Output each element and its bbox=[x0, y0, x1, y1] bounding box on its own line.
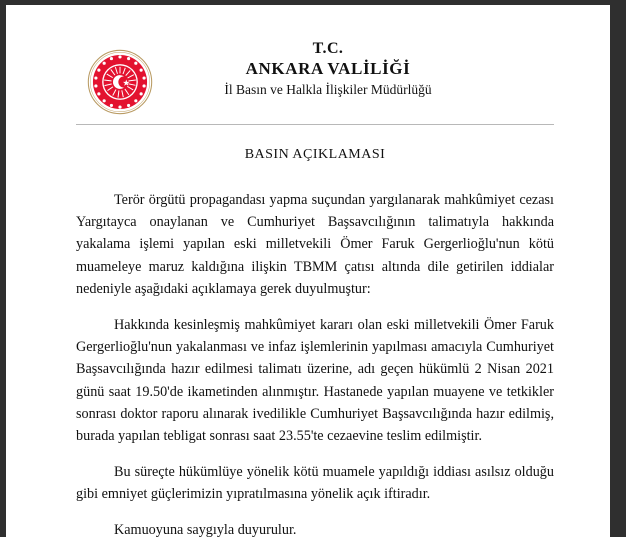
paragraph: Terör örgütü propagandası yapma suçundan yargılanarak mahkûmiyet cezası Yargıtayca onaylanan ve Cumhuriyet Başsavcılığının talimatıyla hakkında yakalama işlemi yapılan eski milletvekili Ömer Faruk Gergerlioğlu'nun kötü muameleye maruz kaldığına ilişkin TBMM çatısı altında dile getirilen iddialar nedeniyle aşağıdaki açıklamaya gerek duyulmuştur: bbox=[76, 192, 554, 297]
department-name: İl Basın ve Halkla İlişkiler Müdürlüğü bbox=[224, 82, 432, 97]
tc-label: T.C. bbox=[312, 40, 344, 57]
paragraph: Hakkında kesinleşmiş mahkûmiyet kararı olan eski milletvekili Ömer Faruk Gergerlioğlu'nun yakalanması ve infaz işlemlerinin yapılması amacıyla Cumhuriyet Başsavcılığında hazır edilmesi talimatı üzerine, adı geçen hükümlü 2 Nisan 2021 günü saat 19.50'de ikametinden alınmıştır. Hastanede yapılan muayene ve tetkikler sonrası doktor raporu alınarak ivedilikle Cumhuriyet Başsavcılığında hazır edilmiş, burada yapılan tebligat sonrası saat 23.55'te cezaevine teslim edilmiştir. bbox=[76, 317, 554, 445]
paragraph: Bu süreçte hükümlüye yönelik kötü muamele yapıldığı iddiası asılsız olduğu gibi emniyet güçlerimizin yıpratılmasına yönelik açık iftiradır. bbox=[76, 464, 554, 503]
paragraph: Kamuoyuna saygıyla duyurulur. bbox=[114, 521, 297, 537]
turkish-republic-emblem-icon bbox=[87, 49, 153, 115]
organization-name: ANKARA VALİLİĞİ bbox=[245, 59, 411, 78]
document-body bbox=[76, 145, 554, 537]
document-page bbox=[6, 5, 610, 537]
header-divider bbox=[76, 124, 554, 125]
organization-block bbox=[88, 39, 528, 99]
letterhead bbox=[6, 5, 610, 97]
page-title: BASIN AÇIKLAMASI bbox=[244, 147, 386, 162]
